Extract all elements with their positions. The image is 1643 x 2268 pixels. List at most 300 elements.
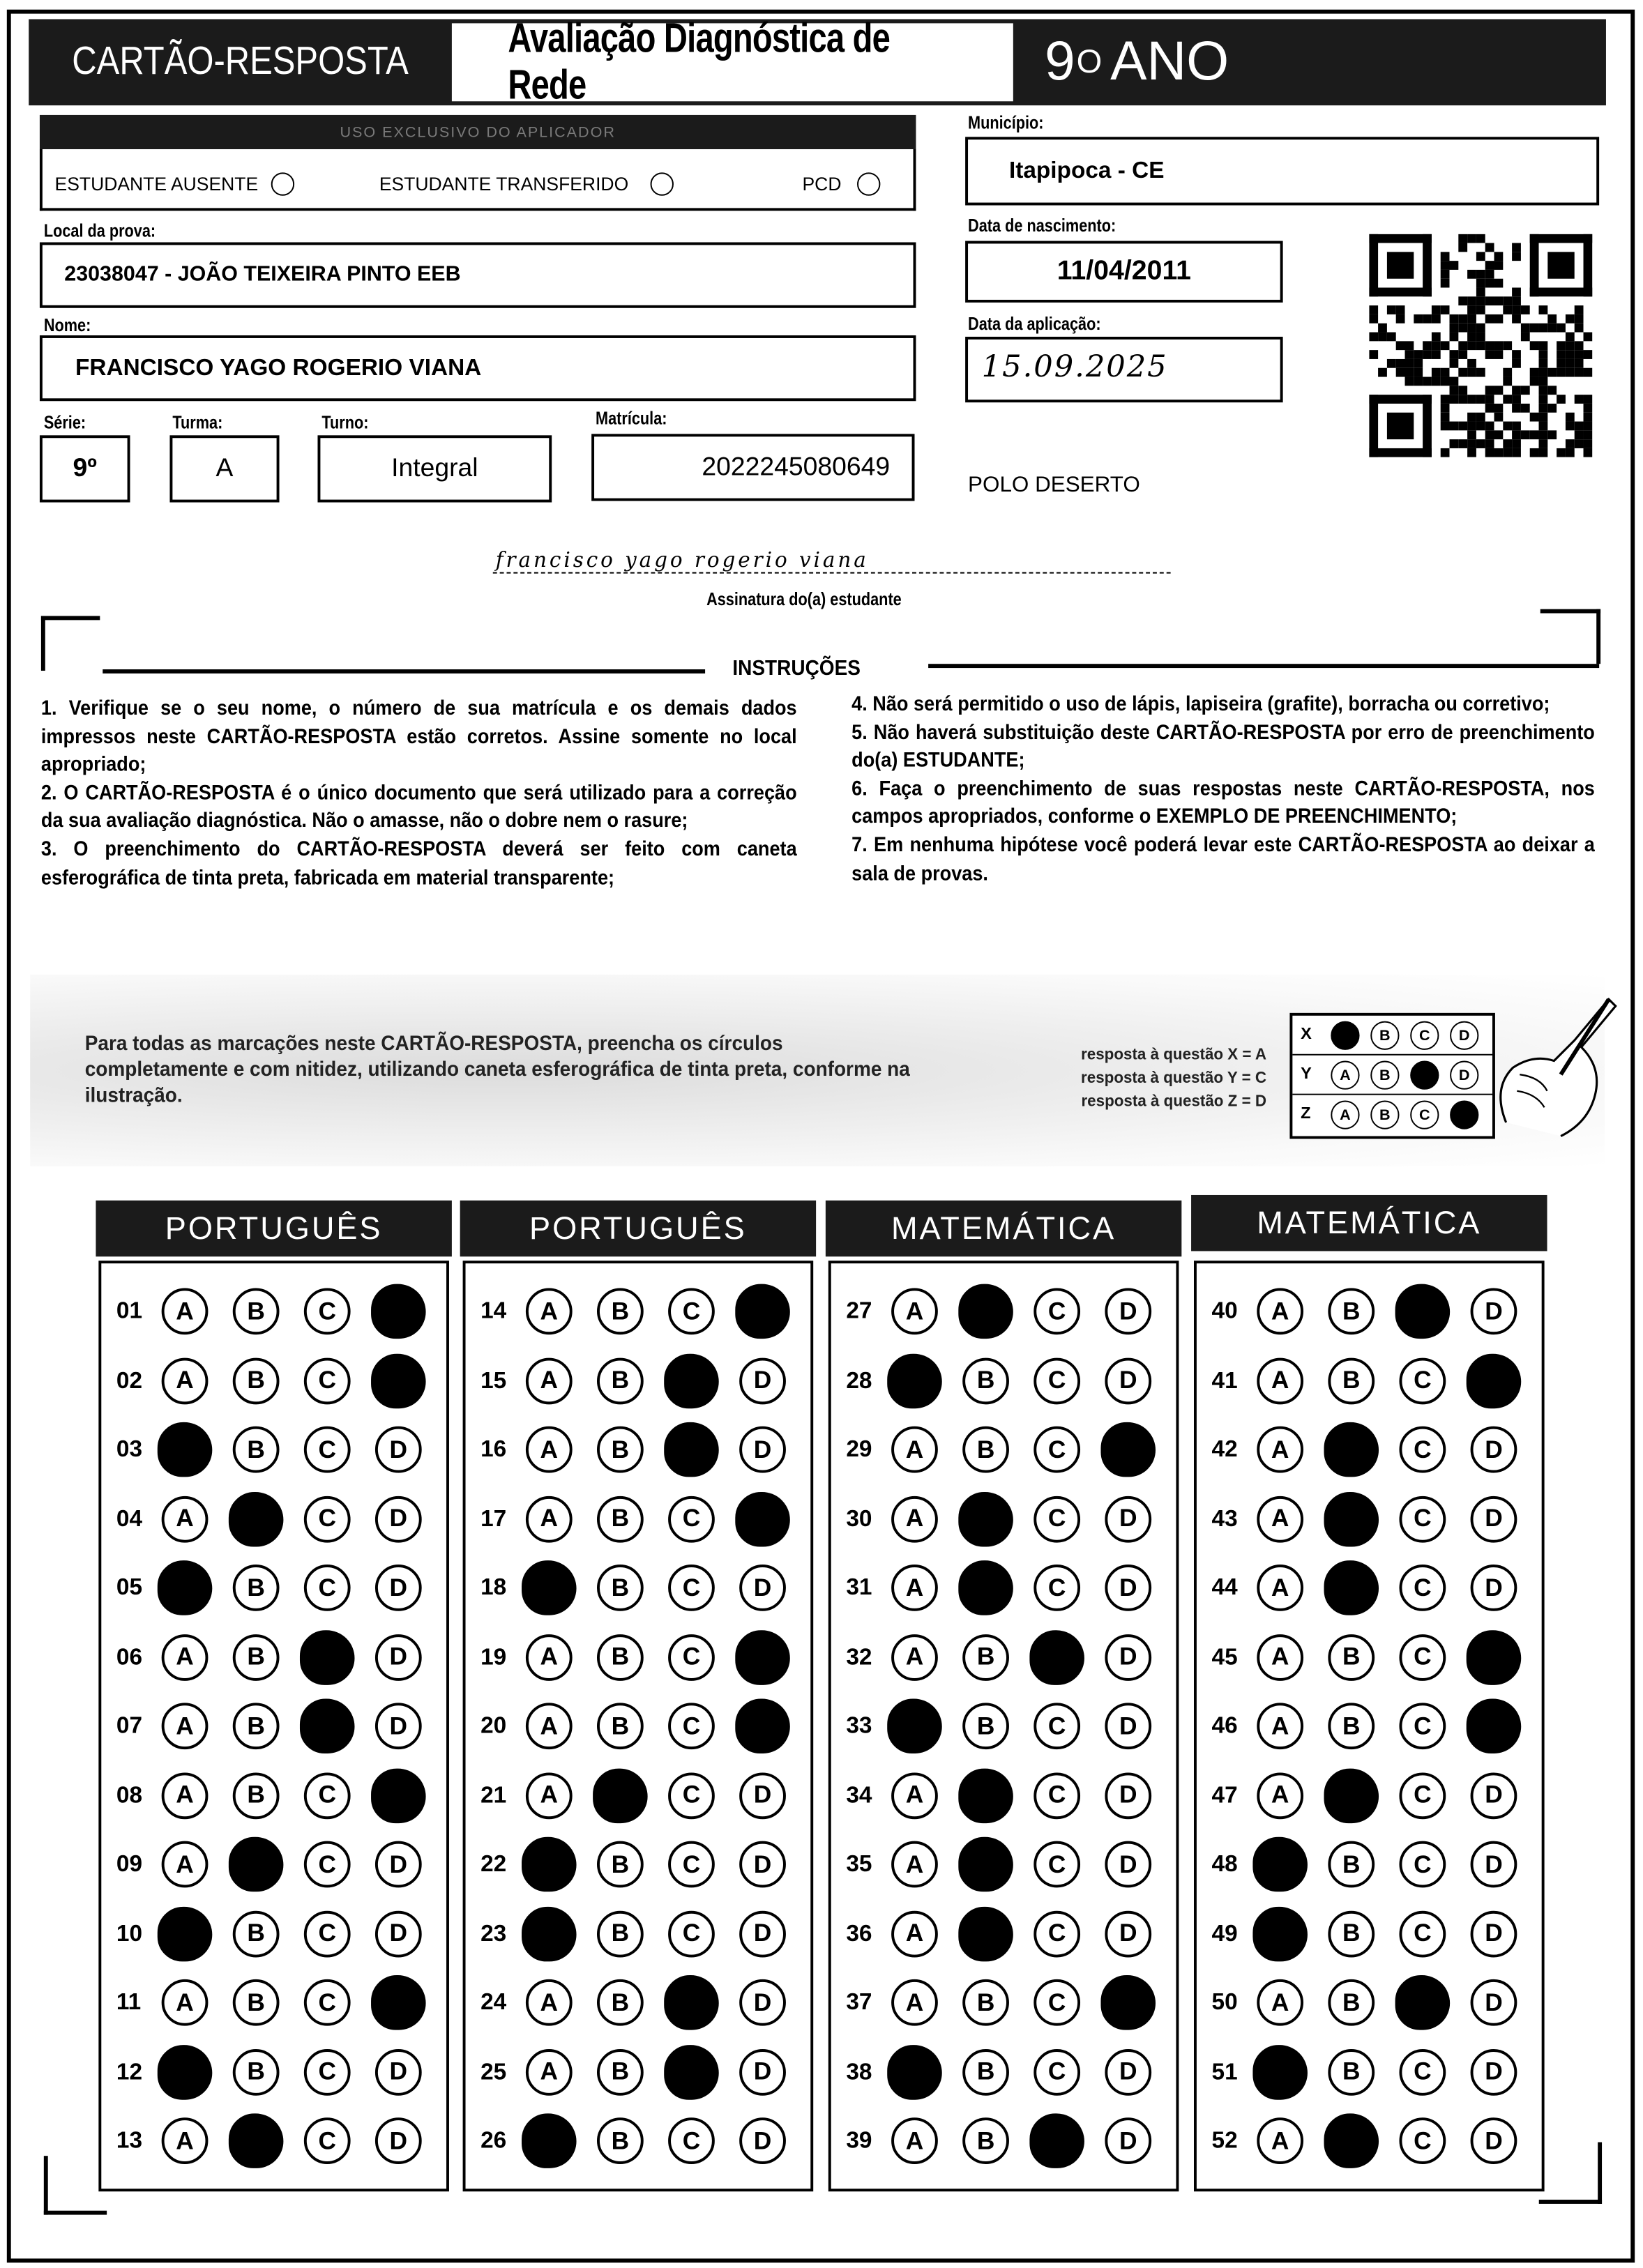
example-legend-z: resposta à questão Z = D	[1081, 1090, 1267, 1111]
answer-bubble-a[interactable]: A	[162, 1495, 209, 1542]
answer-bubble-a[interactable]: A	[891, 1565, 938, 1611]
answer-bubble-a[interactable]: A	[1257, 1565, 1303, 1611]
answer-bubble-c[interactable]: C	[668, 1565, 715, 1611]
answer-bubble-d[interactable]: D	[735, 1698, 790, 1753]
answer-bubble-a[interactable]: A	[891, 1841, 938, 1888]
answer-bubble-b[interactable]: B	[958, 1837, 1013, 1892]
answer-bubble-b[interactable]: B	[962, 2117, 1009, 2164]
answer-bubble-c[interactable]: C	[300, 1629, 355, 1684]
question-number: 22	[480, 1850, 507, 1877]
option-transferred[interactable]	[379, 172, 674, 195]
answer-bubble-c[interactable]: C	[1034, 1288, 1080, 1334]
answer-bubble-b[interactable]: B	[958, 1491, 1013, 1546]
answer-bubble-b[interactable]: B	[597, 1357, 644, 1404]
answer-bubble-c[interactable]: C	[1399, 1357, 1446, 1404]
answer-bubble-a[interactable]: A	[1257, 1288, 1303, 1334]
municipio-field: Itapipoca - CE	[965, 137, 1599, 205]
answer-bubble-b[interactable]: B	[1328, 1634, 1375, 1680]
example-text: Para todas as marcações neste CARTÃO-RESPOSTA, preencha os círculos completamente e com nitidez, utilizando caneta esferográfica de tinta preta, conforme na ilustração.	[84, 1032, 910, 1108]
answer-bubble-b[interactable]: B	[597, 1841, 644, 1888]
question-number: 26	[480, 2126, 507, 2154]
answer-bubble-b[interactable]: B	[958, 1906, 1013, 1961]
answer-bubble-c[interactable]: C	[668, 2117, 715, 2164]
answer-bubble-d[interactable]: D	[735, 1629, 790, 1684]
signature-handwritten: francisco yago rogerio viana	[495, 547, 869, 572]
answer-bubble-b[interactable]: B	[1324, 1491, 1379, 1546]
answer-bubble-a[interactable]: A	[162, 1357, 209, 1404]
answer-bubble-d[interactable]: D	[1105, 2117, 1151, 2164]
answer-bubble-a[interactable]: A	[891, 1634, 938, 1680]
signature-label: Assinatura do(a) estudante	[706, 588, 902, 609]
answer-bubble-a[interactable]: A	[522, 1560, 577, 1615]
example-bubble: C	[1410, 1061, 1439, 1090]
answer-bubble-d[interactable]: D	[1471, 1979, 1517, 2026]
turno-label: Turno:	[321, 411, 369, 433]
question-number: 38	[846, 2057, 872, 2085]
option-pcd[interactable]	[802, 172, 879, 195]
question-number: 19	[480, 1643, 507, 1670]
subject-header: MATEMÁTICA	[826, 1201, 1181, 1256]
answer-bubble-a[interactable]: A	[1257, 1703, 1303, 1749]
answer-bubble-b[interactable]: B	[962, 1634, 1009, 1680]
answer-bubble-d[interactable]: D	[739, 2117, 786, 2164]
answer-bubble-a[interactable]: A	[526, 1979, 573, 2026]
corner-mark-bottom-right-v	[1598, 2143, 1602, 2204]
answer-bubble-c[interactable]: C	[668, 1634, 715, 1680]
answer-bubble-c[interactable]: C	[1034, 1495, 1080, 1542]
answer-bubble-d[interactable]: D	[1471, 2048, 1517, 2095]
aplicacao-field[interactable]	[965, 337, 1282, 402]
answer-bubble-b[interactable]: B	[1328, 1357, 1375, 1404]
question-number: 29	[846, 1436, 872, 1462]
question-number: 09	[116, 1850, 143, 1877]
instructions-left	[41, 695, 797, 892]
example-bubble: B	[1370, 1100, 1399, 1129]
question-number: 18	[480, 1574, 507, 1601]
answer-bubble-a[interactable]: A	[1252, 1906, 1308, 1961]
answer-bubble-a[interactable]: A	[526, 1495, 573, 1542]
answer-bubble-a[interactable]: A	[1257, 1495, 1303, 1542]
answer-bubble-b[interactable]: B	[962, 1979, 1009, 2026]
answer-bubble-a[interactable]: A	[162, 1979, 209, 2026]
answer-bubble-b[interactable]: B	[597, 1634, 644, 1680]
instruction-3: 3. O preenchimento do CARTÃO-RESPOSTA deverá ser feito com caneta esferográfica de tinta preta, fabricada em material transparente;	[40, 837, 797, 890]
answer-bubble-a[interactable]: A	[162, 1772, 209, 1818]
answer-bubble-c[interactable]: C	[668, 1703, 715, 1749]
example-bubble: C	[1410, 1021, 1439, 1050]
instruction-6: 6. Faça o preenchimento de suas respostas neste CARTÃO-RESPOSTA, nos campos apropriados, conforme o EXEMPLO DE PREENCHIMENTO;	[851, 777, 1595, 829]
subject-header: PORTUGUÊS	[96, 1201, 451, 1256]
answer-bubble-c[interactable]: C	[1395, 1284, 1451, 1339]
answer-bubble-a[interactable]: A	[158, 1422, 213, 1477]
answer-bubble-d[interactable]: D	[1471, 1565, 1517, 1611]
answer-bubble-d[interactable]: D	[375, 1565, 422, 1611]
answer-bubble-c[interactable]: C	[1399, 1772, 1446, 1818]
answer-bubble-d[interactable]: D	[1105, 1772, 1151, 1818]
answer-bubble-b[interactable]: B	[958, 1284, 1013, 1339]
municipio-label: Município:	[968, 112, 1044, 133]
answer-bubble-d[interactable]: D	[1105, 1841, 1151, 1888]
question-number: 45	[1211, 1643, 1238, 1670]
answer-bubble-a[interactable]: A	[1257, 1772, 1303, 1818]
answer-bubble-b[interactable]: B	[593, 1768, 648, 1823]
question-number: 23	[480, 1919, 507, 1946]
serie-label: Série:	[43, 411, 86, 433]
answer-bubble-c[interactable]: C	[664, 2044, 719, 2099]
question-number: 42	[1211, 1436, 1238, 1462]
answer-bubble-b[interactable]: B	[1328, 1841, 1375, 1888]
answer-bubble-a[interactable]: A	[522, 1837, 577, 1892]
answer-bubble-a[interactable]: A	[1257, 1357, 1303, 1404]
answer-bubble-b[interactable]: B	[233, 1426, 280, 1473]
answer-bubble-b[interactable]: B	[1324, 1560, 1379, 1615]
answer-bubble-a[interactable]: A	[162, 1634, 209, 1680]
answer-bubble-d[interactable]: D	[1100, 1975, 1156, 2030]
answer-bubble-c[interactable]: C	[304, 2117, 351, 2164]
answer-bubble-c[interactable]: C	[304, 1979, 351, 2026]
answer-bubble-a[interactable]: A	[162, 1841, 209, 1888]
example-row-divider	[1292, 1054, 1492, 1056]
answer-bubble-a[interactable]: A	[162, 1703, 209, 1749]
instruction-2: 2. O CARTÃO-RESPOSTA é o único documento que será utilizado para a correção da sua avaliação diagnóstica. Não o amasse, não o dobre nem o rasure;	[40, 781, 797, 833]
answer-bubble-c[interactable]: C	[668, 1841, 715, 1888]
answer-bubble-c[interactable]: C	[1034, 1979, 1080, 2026]
answer-bubble-a[interactable]: A	[1257, 2117, 1303, 2164]
answer-bubble-a[interactable]: A	[526, 1772, 573, 1818]
answer-bubble-c[interactable]: C	[1399, 2117, 1446, 2164]
answer-bubble-c[interactable]: C	[1034, 1841, 1080, 1888]
answer-bubble-b[interactable]: B	[233, 1288, 280, 1334]
option-absent-circle[interactable]	[271, 172, 294, 195]
question-number: 25	[480, 2057, 507, 2085]
nome-label: Nome:	[43, 314, 91, 336]
answer-bubble-d[interactable]: D	[375, 2048, 422, 2095]
answer-bubble-d[interactable]: D	[375, 1495, 422, 1542]
answer-bubble-c[interactable]: C	[1034, 1703, 1080, 1749]
answer-bubble-c[interactable]: C	[1034, 1426, 1080, 1473]
answer-bubble-b[interactable]: B	[597, 1495, 644, 1542]
answer-bubble-b[interactable]: B	[1324, 1422, 1379, 1477]
answer-bubble-c[interactable]: C	[304, 1565, 351, 1611]
answer-bubble-b[interactable]: B	[962, 1703, 1009, 1749]
answer-bubble-a[interactable]: A	[1252, 1837, 1308, 1892]
instruction-1: 1. Verifique se o seu nome, o número de sua matrícula e os demais dados impressos neste CARTÃO-RESPOSTA estão corretos. Assine somente no local apropriado;	[40, 697, 797, 777]
answer-bubble-a[interactable]: A	[891, 1772, 938, 1818]
question-number: 13	[116, 2126, 143, 2154]
answer-bubble-d[interactable]: D	[1467, 1629, 1522, 1684]
answer-bubble-c[interactable]: C	[300, 1698, 355, 1753]
answer-bubble-b[interactable]: B	[962, 1357, 1009, 1404]
subject-header: PORTUGUÊS	[460, 1201, 816, 1256]
instructions-title: INSTRUÇÕES	[732, 657, 861, 680]
answer-bubble-c[interactable]: C	[1399, 1703, 1446, 1749]
answer-bubble-d[interactable]: D	[1471, 1495, 1517, 1542]
answer-bubble-d[interactable]: D	[371, 1768, 426, 1823]
question-number: 48	[1211, 1850, 1238, 1877]
answer-bubble-d[interactable]: D	[1105, 1703, 1151, 1749]
answer-bubble-d[interactable]: D	[375, 1426, 422, 1473]
answer-bubble-b[interactable]: B	[1328, 1703, 1375, 1749]
answer-bubble-b[interactable]: B	[229, 1837, 284, 1892]
answer-bubble-d[interactable]: D	[1471, 1841, 1517, 1888]
answer-bubble-b[interactable]: B	[233, 1565, 280, 1611]
answer-bubble-b[interactable]: B	[233, 1634, 280, 1680]
answer-bubble-d[interactable]: D	[739, 1910, 786, 1957]
example-bubble: A	[1331, 1100, 1359, 1129]
option-pcd-circle[interactable]	[856, 172, 879, 195]
answer-bubble-c[interactable]: C	[304, 1288, 351, 1334]
answer-bubble-c[interactable]: C	[664, 1353, 719, 1408]
question-number: 43	[1211, 1505, 1238, 1531]
answer-bubble-c[interactable]: C	[304, 1426, 351, 1473]
corner-mark-top-left-v	[41, 616, 45, 671]
answer-bubble-b[interactable]: B	[1328, 2048, 1375, 2095]
answer-bubble-b[interactable]: B	[1324, 1768, 1379, 1823]
signature-line[interactable]	[493, 572, 1171, 574]
answer-bubble-c[interactable]: C	[1029, 1629, 1084, 1684]
answer-bubble-d[interactable]: D	[375, 1841, 422, 1888]
answer-bubble-a[interactable]: A	[522, 2113, 577, 2168]
example-bubble: A	[1331, 1021, 1359, 1050]
answer-bubble-a[interactable]: A	[526, 2048, 573, 2095]
answer-bubble-b[interactable]: B	[233, 1357, 280, 1404]
answer-bubble-d[interactable]: D	[1471, 1910, 1517, 1957]
corner-mark-bottom-right	[1539, 2200, 1602, 2204]
answer-bubble-b[interactable]: B	[958, 1768, 1013, 1823]
answer-bubble-d[interactable]: D	[371, 1975, 426, 2030]
answer-bubble-a[interactable]: A	[526, 1288, 573, 1334]
turma-field: A	[169, 435, 279, 502]
answer-bubble-c[interactable]: C	[304, 2048, 351, 2095]
answer-bubble-a[interactable]: A	[1257, 1634, 1303, 1680]
answer-bubble-c[interactable]: C	[304, 1772, 351, 1818]
pen-hand-illustration	[1478, 992, 1629, 1143]
answer-bubble-c[interactable]: C	[304, 1910, 351, 1957]
answer-bubble-b[interactable]: B	[233, 1979, 280, 2026]
question-number: 14	[480, 1297, 507, 1324]
answer-bubble-c[interactable]: C	[1395, 1975, 1451, 2030]
answer-bubble-b[interactable]: B	[597, 1565, 644, 1611]
applicator-use-label: USO EXCLUSIVO DO APLICADOR	[40, 115, 916, 149]
answer-bubble-d[interactable]: D	[1105, 1910, 1151, 1957]
answer-bubble-a[interactable]: A	[1257, 1979, 1303, 2026]
answer-bubble-d[interactable]: D	[1105, 1357, 1151, 1404]
option-transferred-circle[interactable]	[651, 172, 674, 195]
answer-bubble-a[interactable]: A	[162, 1288, 209, 1334]
answer-bubble-d[interactable]: D	[1105, 1495, 1151, 1542]
answer-bubble-c[interactable]: C	[1399, 1841, 1446, 1888]
question-number: 39	[846, 2126, 872, 2154]
card-title: CARTÃO-RESPOSTA	[72, 39, 409, 84]
answer-bubble-c[interactable]: C	[668, 1288, 715, 1334]
answer-bubble-d[interactable]: D	[1105, 1565, 1151, 1611]
answer-bubble-d[interactable]: D	[1100, 1422, 1156, 1477]
answer-bubble-b[interactable]: B	[597, 1426, 644, 1473]
answer-bubble-a[interactable]: A	[526, 1426, 573, 1473]
answer-bubble-c[interactable]: C	[1399, 2048, 1446, 2095]
answer-bubble-d[interactable]: D	[739, 1565, 786, 1611]
answer-bubble-a[interactable]: A	[891, 2117, 938, 2164]
answer-bubble-d[interactable]: D	[1471, 1772, 1517, 1818]
answer-bubble-c[interactable]: C	[1034, 1772, 1080, 1818]
answer-bubble-b[interactable]: B	[233, 1703, 280, 1749]
answer-bubble-b[interactable]: B	[233, 1772, 280, 1818]
instruction-7: 7. Em nenhuma hipótese você poderá levar este CARTÃO-RESPOSTA ao deixar a sala de provas.	[851, 833, 1595, 885]
answer-bubble-d[interactable]: D	[1467, 1353, 1522, 1408]
answer-bubble-a[interactable]: A	[158, 1560, 213, 1615]
example-bubble: D	[1450, 1061, 1478, 1090]
answer-bubble-d[interactable]: D	[739, 1979, 786, 2026]
serie-field: 9º	[40, 435, 130, 502]
answer-bubble-d[interactable]: D	[1471, 1288, 1517, 1334]
example-row-divider	[1292, 1094, 1492, 1095]
question-number: 11	[116, 1988, 142, 2015]
answer-bubble-a[interactable]: A	[887, 1353, 942, 1408]
answer-bubble-a[interactable]: A	[1252, 2044, 1308, 2099]
question-number: 15	[480, 1367, 507, 1393]
answer-bubble-d[interactable]: D	[371, 1353, 426, 1408]
grade-number: 9	[1044, 31, 1075, 92]
answer-bubble-d[interactable]: D	[1105, 1634, 1151, 1680]
question-number: 04	[116, 1505, 143, 1531]
answer-bubble-d[interactable]: D	[375, 1634, 422, 1680]
answer-bubble-d[interactable]: D	[375, 1703, 422, 1749]
answer-bubble-d[interactable]: D	[739, 1841, 786, 1888]
answer-bubble-d[interactable]: D	[375, 1910, 422, 1957]
instructions-rule-left	[103, 669, 705, 673]
example-legend-y: resposta à questão Y = C	[1081, 1067, 1267, 1087]
answer-bubble-c[interactable]: C	[304, 1495, 351, 1542]
answer-bubble-b[interactable]: B	[597, 1703, 644, 1749]
answer-bubble-b[interactable]: B	[1328, 1288, 1375, 1334]
answer-bubble-b[interactable]: B	[1324, 2113, 1379, 2168]
answer-bubble-a[interactable]: A	[158, 1906, 213, 1961]
answer-bubble-b[interactable]: B	[229, 2113, 284, 2168]
answer-bubble-d[interactable]: D	[1467, 1698, 1522, 1753]
answer-bubble-c[interactable]: C	[304, 1841, 351, 1888]
answer-bubble-c[interactable]: C	[1399, 1634, 1446, 1680]
local-label: Local da prova:	[43, 220, 156, 241]
example-bubble: C	[1410, 1100, 1439, 1129]
answer-bubble-b[interactable]: B	[597, 1979, 644, 2026]
corner-mark-top-left	[41, 616, 100, 620]
answer-bubble-a[interactable]: A	[887, 1698, 942, 1753]
answer-bubble-b[interactable]: B	[233, 1910, 280, 1957]
answer-bubble-a[interactable]: A	[526, 1634, 573, 1680]
answer-bubble-b[interactable]: B	[229, 1491, 284, 1546]
answer-bubble-b[interactable]: B	[962, 1426, 1009, 1473]
turma-label: Turma:	[172, 411, 223, 433]
example-bubble: A	[1331, 1061, 1359, 1090]
answer-bubble-b[interactable]: B	[597, 2117, 644, 2164]
option-absent[interactable]	[55, 172, 294, 195]
question-number: 24	[480, 1988, 507, 2015]
question-number: 41	[1211, 1367, 1238, 1393]
nascimento-field: 11/04/2011	[965, 241, 1282, 303]
answer-bubble-a[interactable]: A	[526, 1357, 573, 1404]
answer-bubble-b[interactable]: B	[597, 1910, 644, 1957]
answer-bubble-a[interactable]: A	[891, 1495, 938, 1542]
answer-bubble-b[interactable]: B	[962, 2048, 1009, 2095]
answer-bubble-b[interactable]: B	[597, 2048, 644, 2095]
answer-bubble-c[interactable]: C	[664, 1975, 719, 2030]
local-field: 23038047 - JOÃO TEIXEIRA PINTO EEB	[40, 243, 916, 308]
answer-bubble-d[interactable]: D	[739, 1426, 786, 1473]
answer-bubble-d[interactable]: D	[739, 1772, 786, 1818]
answer-bubble-b[interactable]: B	[958, 1560, 1013, 1615]
answer-bubble-d[interactable]: D	[1471, 1426, 1517, 1473]
answer-bubble-a[interactable]: A	[891, 1910, 938, 1957]
answer-bubble-d[interactable]: D	[735, 1284, 790, 1339]
answer-bubble-a[interactable]: A	[1257, 1426, 1303, 1473]
answer-bubble-a[interactable]: A	[891, 1979, 938, 2026]
answer-bubble-c[interactable]: C	[1034, 1357, 1080, 1404]
nome-field: FRANCISCO YAGO ROGERIO VIANA	[40, 335, 916, 401]
instructions-right	[851, 691, 1595, 888]
answer-bubble-c[interactable]: C	[668, 1772, 715, 1818]
answer-bubble-c[interactable]: C	[304, 1357, 351, 1404]
answer-bubble-c[interactable]: C	[1029, 2113, 1084, 2168]
answer-bubble-d[interactable]: D	[1471, 2117, 1517, 2164]
answer-bubble-c[interactable]: C	[1399, 1565, 1446, 1611]
answer-bubble-d[interactable]: D	[739, 2048, 786, 2095]
answer-bubble-b[interactable]: B	[597, 1288, 644, 1334]
answer-bubble-a[interactable]: A	[526, 1703, 573, 1749]
answer-bubble-c[interactable]: C	[1399, 1910, 1446, 1957]
answer-bubble-a[interactable]: A	[887, 2044, 942, 2099]
answer-bubble-a[interactable]: A	[522, 1906, 577, 1961]
answer-bubble-d[interactable]: D	[1105, 2048, 1151, 2095]
question-number: 47	[1211, 1781, 1238, 1808]
question-number: 07	[116, 1712, 143, 1739]
polo-text: POLO DESERTO	[968, 473, 1140, 497]
answer-bubble-c[interactable]: C	[668, 1910, 715, 1957]
answer-bubble-b[interactable]: B	[1328, 1979, 1375, 2026]
question-number: 40	[1211, 1297, 1238, 1324]
answer-bubble-d[interactable]: D	[375, 2117, 422, 2164]
answer-bubble-c[interactable]: C	[668, 1495, 715, 1542]
subject-header: MATEMÁTICA	[1191, 1195, 1547, 1251]
example-bubble: B	[1370, 1021, 1399, 1050]
question-number: 17	[480, 1505, 507, 1531]
answer-bubble-c[interactable]: C	[1399, 1426, 1446, 1473]
example-bubble: D	[1450, 1100, 1478, 1129]
evaluation-title: Avaliação Diagnóstica de Rede	[508, 15, 891, 108]
answer-bubble-c[interactable]: C	[1399, 1495, 1446, 1542]
answer-bubble-b[interactable]: B	[1328, 1910, 1375, 1957]
answer-bubble-d[interactable]: D	[735, 1491, 790, 1546]
answer-bubble-a[interactable]: A	[891, 1288, 938, 1334]
answer-bubble-a[interactable]: A	[162, 2117, 209, 2164]
corner-mark-top-right-v	[1596, 609, 1600, 664]
answer-bubble-b[interactable]: B	[233, 2048, 280, 2095]
answer-bubble-c[interactable]: C	[664, 1422, 719, 1477]
answer-bubble-c[interactable]: C	[1034, 1910, 1080, 1957]
answer-bubble-d[interactable]: D	[1105, 1288, 1151, 1334]
answer-bubble-c[interactable]: C	[1034, 1565, 1080, 1611]
nascimento-label: Data de nascimento:	[968, 215, 1116, 236]
question-number: 35	[846, 1850, 872, 1877]
matricula-label: Matrícula:	[596, 408, 667, 429]
answer-bubble-c[interactable]: C	[1034, 2048, 1080, 2095]
answer-bubble-a[interactable]: A	[158, 2044, 213, 2099]
answer-bubble-d[interactable]: D	[739, 1357, 786, 1404]
question-number: 20	[480, 1712, 507, 1739]
answer-bubble-d[interactable]: D	[371, 1284, 426, 1339]
question-number: 06	[116, 1643, 143, 1670]
answer-bubble-a[interactable]: A	[891, 1426, 938, 1473]
grade-word: ANO	[1110, 31, 1229, 92]
